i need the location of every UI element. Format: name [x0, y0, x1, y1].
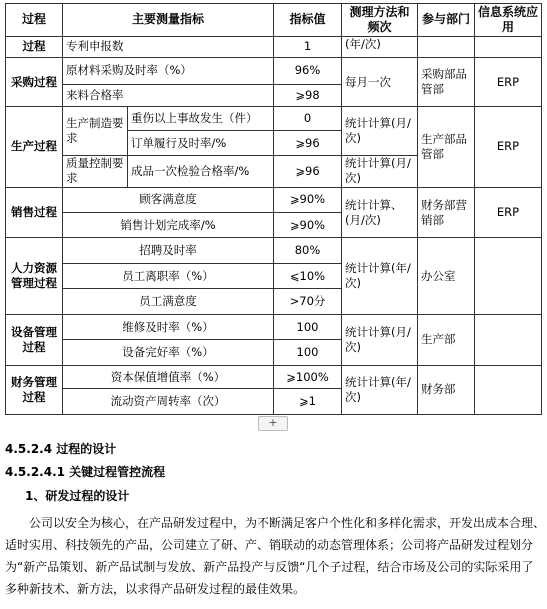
table-row	[6, 36, 542, 57]
method-cell: 统计计算(年/次)	[342, 365, 418, 414]
dept-cell: 采购部品管部	[418, 58, 475, 107]
subgroup-cell: 生产制造要求	[63, 106, 128, 155]
header-process: 过程	[6, 4, 63, 37]
table-row	[6, 58, 542, 85]
dept-cell: 办公室	[418, 238, 475, 314]
process-cell: 财务管理过程	[6, 365, 63, 414]
value-cell: ⩾90%	[274, 187, 342, 212]
value-cell: >70分	[274, 289, 342, 314]
subsubsection-heading: 1、研发过程的设计	[25, 489, 130, 503]
value-cell: 1	[274, 36, 342, 57]
method-cell: 统计计算(月/次)	[342, 155, 418, 187]
system-cell: ERP	[475, 106, 542, 187]
dept-cell: 生产部	[418, 314, 475, 365]
indicator-cell: 资本保值增值率（%）	[63, 365, 274, 388]
section-heading: 4.5.2.4 过程的设计	[5, 442, 117, 456]
value-cell: ⩾96	[274, 155, 342, 187]
indicator-cell: 设备完好率（%）	[63, 340, 274, 365]
table-row	[6, 365, 542, 388]
method-cell: 统计计算、(月/次)	[342, 187, 418, 238]
indicator-cell: 原材料采购及时率（%）	[63, 58, 274, 85]
subgroup-cell: 质量控制要求	[63, 155, 128, 187]
process-cell: 生产过程	[6, 106, 63, 187]
dept-cell: 财务部	[418, 365, 475, 414]
dept-cell: 生产部品管部	[418, 106, 475, 187]
value-cell: 100	[274, 314, 342, 339]
indicator-cell: 订单履行及时率/%	[128, 131, 274, 155]
value-cell: ⩾98	[274, 84, 342, 106]
indicator-cell: 销售计划完成率/%	[63, 213, 274, 238]
value-cell: ⩾90%	[274, 213, 342, 238]
table-row	[6, 314, 542, 339]
process-cell: 过程	[6, 36, 63, 57]
header-method: 测理方法和频次	[342, 4, 418, 37]
method-cell: 统计计算(月/次)	[342, 314, 418, 365]
system-cell: ERP	[475, 187, 542, 238]
indicator-cell: 顾客满意度	[63, 187, 274, 212]
method-cell: 统计计算(年/次)	[342, 238, 418, 314]
table-row	[6, 106, 542, 130]
value-cell: ⩾96	[274, 131, 342, 155]
header-dept: 参与部门	[418, 4, 475, 37]
indicator-cell: 流动资产周转率（次）	[63, 389, 274, 415]
value-cell: ⩾100%	[274, 365, 342, 388]
table-row	[6, 238, 542, 263]
value-cell: 80%	[274, 238, 342, 263]
table-row	[6, 187, 542, 212]
process-cell: 设备管理过程	[6, 314, 63, 365]
method-cell: 统计计算(月/次)	[342, 106, 418, 155]
indicator-cell: 员工满意度	[63, 289, 274, 314]
body-paragraph: 公司以安全为核心，在产品研发过程中，为不断满足客户个性化和多样化需求，开发出成本合理、适时实用、科技领先的产品，公司建立了研、产、销联动的动态管理体系；公司将产品研发过程划分为“新产品策划、新产品试制与发放、新产品投产与反馈“几个子过程，结合市场及公司的实际采用了多种新技术、新方法，以求得产品研发过程的最佳效果。	[5, 516, 546, 596]
value-cell: ⩾1	[274, 389, 342, 415]
dept-cell: 财务部营销部	[418, 187, 475, 238]
method-cell: 每月一次	[342, 58, 418, 107]
indicator-cell: 招聘及时率	[63, 238, 274, 263]
value-cell: 0	[274, 106, 342, 130]
method-cell: (年/次)	[342, 36, 418, 57]
indicator-cell: 来料合格率	[63, 84, 274, 106]
header-row	[6, 4, 542, 37]
indicator-cell: 专利申报数	[63, 36, 274, 57]
header-value: 指标值	[274, 4, 342, 37]
value-cell: 96%	[274, 58, 342, 85]
header-system: 信息系统应用	[475, 4, 542, 37]
process-cell: 人力资源管理过程	[6, 238, 63, 314]
system-cell: ERP	[475, 58, 542, 107]
indicator-cell: 重伤以上事故发生（件）	[128, 106, 274, 130]
process-cell: 销售过程	[6, 187, 63, 238]
process-cell: 采购过程	[6, 58, 63, 107]
value-cell: ⩽10%	[274, 263, 342, 288]
header-indicator: 主要测量指标	[63, 4, 274, 37]
indicator-cell: 员工离职率（%）	[63, 263, 274, 288]
measurement-table	[5, 3, 542, 415]
subsection-heading: 4.5.2.4.1 关键过程管控流程	[5, 465, 166, 479]
table-resize-handle[interactable]: +	[258, 416, 288, 431]
indicator-cell: 维修及时率（%）	[63, 314, 274, 339]
value-cell: 100	[274, 340, 342, 365]
indicator-cell: 成品一次检验合格率/%	[128, 155, 274, 187]
